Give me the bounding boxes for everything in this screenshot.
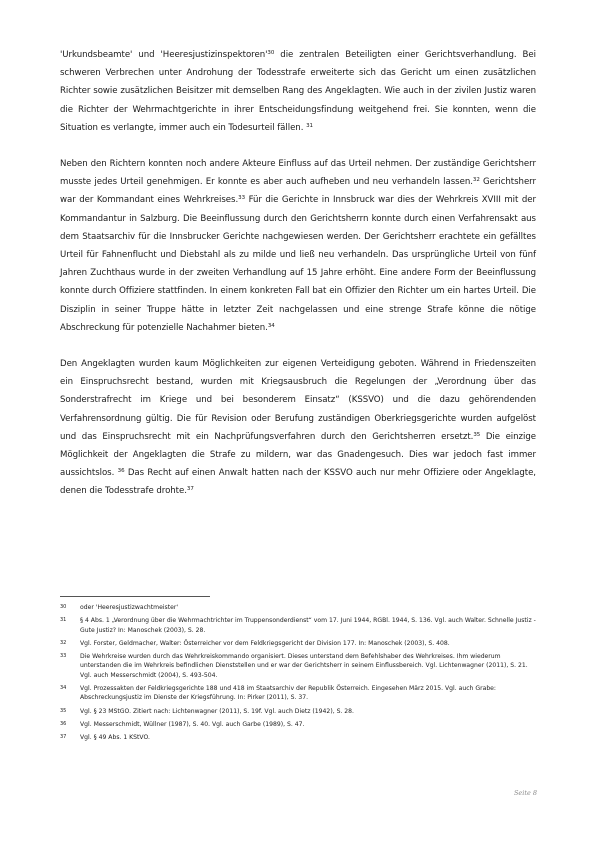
body-text <box>60 46 536 501</box>
footnote <box>60 684 536 703</box>
paragraph <box>60 46 536 137</box>
footnote-text: Die Wehrkreise wurden durch das Wehrkreiskommando organisiert. Dieses unterstand dem Befehlshaber des Wehrkreises. Ihm wiederum unterstanden die im Wehrkreis befindlichen Dienststellen und er war der Gerichtsherr in seinem Einflussbereich. Vgl. Lichtenwagner (2011), S. 21. Vgl. auch Messerschmidt (2004), S. 493-504. <box>80 653 528 679</box>
footnote-number: 33 <box>60 653 67 660</box>
footnote <box>60 733 536 742</box>
footnote <box>60 639 536 648</box>
footnote-number: 31 <box>60 617 67 624</box>
footnote-text: Vgl. Forster, Geldmacher, Walter: Österreicher vor dem Feldkriegsgericht der Division 177. In: Manoschek (2003), S. 408. <box>80 639 450 647</box>
paragraph <box>60 355 536 501</box>
page-number: Seite 8 <box>513 789 537 797</box>
footnote <box>60 720 536 729</box>
footnote <box>60 603 536 612</box>
paragraph-text: Gerichtsherr war der Kommandant eines Wehrkreises. <box>60 177 536 206</box>
footnote-marker: 34 <box>267 322 275 329</box>
paragraph-text: Das Recht auf einen Anwalt hatten nach der KSSVO auch nur mehr Offiziere oder Angeklagte, denen die Todesstrafe drohte. <box>60 468 536 497</box>
footnote <box>60 616 536 635</box>
footnote-text: Vgl. § 23 MStGO. Zitiert nach: Lichtenwagner (2011), S. 19f. Vgl. auch Dietz (1942), S. 28. <box>80 707 354 715</box>
footnote-text: Vgl. § 49 Abs. 1 KStVO. <box>80 734 150 742</box>
footnote-number: 30 <box>60 604 67 610</box>
footnote-number: 37 <box>60 734 67 741</box>
footnote-marker: 31 <box>306 122 313 129</box>
paragraph-text: Für die Gerichte in Innsbruck war dies der Wehrkreis XVIII mit der Kommandantur in Salzburg. Die Beeinflussung durch den Gerichtsherrn konnte durch einen Verfahrensakt aus dem Staatsarchiv für die Innsbrucker Gerichte nachgewiesen werden. Der Gerichtsherr erachtete ein gefälltes Urteil für Fahnenflucht und Diebstahl als zu milde und ließ neu verhandeln. Das ursprüngliche Urteil von fünf Jahren Zuchthaus wurde in der zweiten Verhandlung auf 15 Jahre erhöht. Eine andere Form der Beeinflussung konnte durch Offiziere stattfinden. In einem konkreten Fall bat ein Offizier den Richter um ein hartes Urteil. Die Disziplin in seiner Truppe hätte in letzter Zeit nachgelassen und eine strenge Strafe könne die nötige Abschreckung für potenzielle Nachahmer bieten. <box>60 195 536 333</box>
footnote-marker: 36 <box>117 468 125 475</box>
footnote-text: § 4 Abs. 1 „Verordnung über die Wehrmachtrichter im Truppensonderdienst“ vom 17. Juni 1944, RGBl. 1944, S. 136. Vgl. auch Walter. Schnelle Justiz - Gute Justiz? In: Manoschek (2003), S. 28. <box>80 617 536 634</box>
footnote-text: Vgl. Messerschmidt, Wüllner (1987), S. 40. Vgl. auch Garbe (1989), S. 47. <box>80 720 305 728</box>
paragraph-text: Die einzige Möglichkeit der Angeklagten die Strafe zu mildern, war das Gnadengesuch. Dies war jedoch fast immer aussichtslos. <box>60 431 536 479</box>
paragraph-text: Den Angeklagten wurden kaum Möglichkeiten zur eigenen Verteidigung geboten. Während in Friedenszeiten ein Einspruchsrecht bestand, wurden mit Kriegsausbruch die Regelungen der „Verordnung über das Sonderstrafrecht im Kriege und bei besonderem Einsatz“ (KSSVO) und die dazu gehörendenden Verfahrensordnung gültig. Die für Revision oder Berufung zuständigen Oberkriegsgerichte wurden aufgelöst und das Einspruchsrecht mit ein Nachprüfungsverfahren durch den Gerichtsherren ersetzt. <box>60 359 536 442</box>
footnote-separator <box>60 596 210 597</box>
footnote-marker: 35 <box>473 431 481 438</box>
footnotes <box>60 603 536 747</box>
footnote-text: Vgl. Prozessakten der Feldkriegsgerichte 188 und 418 im Staatsarchiv der Republik Österreich. Eingesehen März 2015. Vgl. auch Grabe: Abschreckungsjustiz im Dienste der Kriegsführung. In: Pirker (2011), S. 37. <box>80 685 496 702</box>
footnote-marker: 33 <box>238 195 246 202</box>
footnote <box>60 707 536 716</box>
footnote-number: 35 <box>60 707 67 714</box>
paragraph-text: 'Urkundsbeamte' und 'Heeresjustizinspektoren' <box>60 50 268 60</box>
footnote-marker: 32 <box>472 177 480 184</box>
footnote-number: 36 <box>60 720 67 727</box>
footnote-text: oder 'Heeresjustizwachtmeister' <box>80 604 179 611</box>
paragraph-text: die zentralen Beteiligten einer Gerichtsverhandlung. Bei schweren Verbrechen unter Androhung der Todesstrafe erweiterte sich das Gericht um einen zusätzlichen Richter sowie zusätzlichen Beisitzer mit demselben Rang des Angeklagten. Wie auch in der zivilen Justiz waren die Richter der Wehrmachtgerichte in ihrer Entscheidungsfindung weitgehend frei. Sie konnten, wenn die Situation es verlangte, immer auch ein Todesurteil fällen. <box>60 50 536 133</box>
paragraph <box>60 155 536 337</box>
footnote-marker: 37 <box>186 486 194 493</box>
footnote-number: 32 <box>60 639 67 646</box>
paragraph-text: Neben den Richtern konnten noch andere Akteure Einfluss auf das Urteil nehmen. Der zuständige Gerichtsherr musste jedes Urteil genehmigen. Er konnte es aber auch aufheben und neu verhandeln lassen. <box>60 159 536 188</box>
footnote-marker: 30 <box>267 50 275 56</box>
footnote <box>60 652 536 680</box>
footnote-number: 34 <box>60 685 67 692</box>
